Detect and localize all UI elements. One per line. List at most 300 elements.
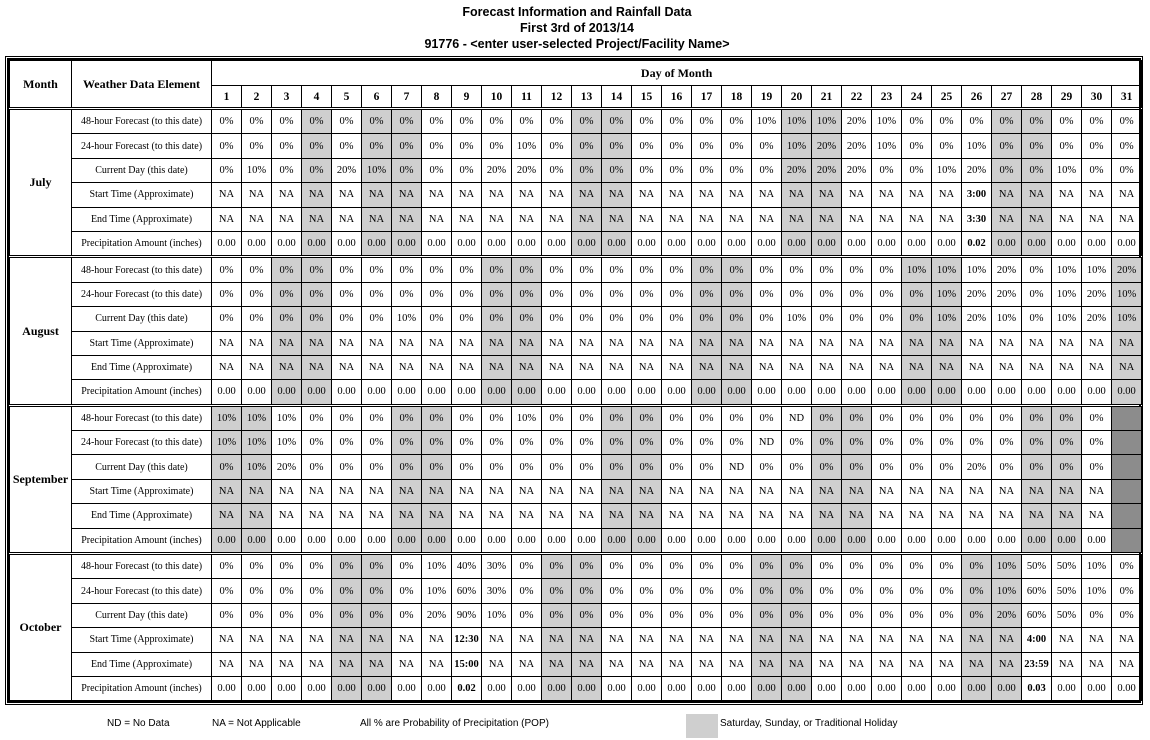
day-header-3: 3 <box>272 86 302 109</box>
table-cell: 0% <box>842 431 872 455</box>
table-cell: 0% <box>602 158 632 182</box>
table-cell: 0% <box>272 554 302 579</box>
table-cell: NA <box>392 207 422 231</box>
table-cell: 0% <box>812 282 842 306</box>
table-cell: 10% <box>422 579 452 603</box>
table-cell: 0% <box>902 134 932 158</box>
table-cell: 0% <box>362 282 392 306</box>
table-cell: NA <box>1112 207 1142 231</box>
table-cell: 10% <box>992 554 1022 579</box>
table-cell: 0% <box>452 257 482 282</box>
table-cell: 0% <box>782 431 812 455</box>
table-cell: 0.00 <box>872 231 902 256</box>
table-cell: 0% <box>632 257 662 282</box>
table-cell: 0% <box>872 603 902 627</box>
table-cell: 10% <box>1112 282 1142 306</box>
table-cell: NA <box>302 652 332 676</box>
table-cell: 0% <box>572 257 602 282</box>
table-cell: NA <box>272 652 302 676</box>
table-cell: NA <box>872 479 902 503</box>
table-cell: 0% <box>452 405 482 430</box>
table-cell: 0.00 <box>902 380 932 405</box>
table-cell: 0.00 <box>812 231 842 256</box>
element-label: End Time (Approximate) <box>72 504 212 528</box>
table-cell: 0.00 <box>362 676 392 700</box>
table-cell: 0.00 <box>542 676 572 700</box>
day-header-26: 26 <box>962 86 992 109</box>
table-cell: 0.00 <box>752 676 782 700</box>
table-cell: NA <box>992 331 1022 355</box>
table-cell: 0% <box>212 158 242 182</box>
table-cell: 0% <box>242 579 272 603</box>
table-cell: 50% <box>1052 579 1082 603</box>
table-cell: 0.00 <box>1052 231 1082 256</box>
table-cell: 0% <box>722 431 752 455</box>
table-cell: 0.00 <box>542 528 572 553</box>
table-cell: 0% <box>692 158 722 182</box>
table-cell: 0% <box>662 603 692 627</box>
table-cell: 0% <box>692 554 722 579</box>
table-cell: 20% <box>992 257 1022 282</box>
table-cell: 0% <box>632 134 662 158</box>
table-cell: 0.00 <box>482 676 512 700</box>
table-cell: 30% <box>482 579 512 603</box>
table-cell: NA <box>1082 628 1112 652</box>
table-cell: 0% <box>1112 554 1142 579</box>
table-cell: 0% <box>452 109 482 134</box>
table-cell: 0.00 <box>1052 528 1082 553</box>
table-cell: 0% <box>932 603 962 627</box>
table-cell: 0.00 <box>452 380 482 405</box>
element-label: 48-hour Forecast (to this date) <box>72 109 212 134</box>
table-cell: 0.00 <box>692 528 722 553</box>
table-cell: 0.00 <box>302 528 332 553</box>
table-cell: 0% <box>512 257 542 282</box>
table-cell: 0% <box>542 579 572 603</box>
table-cell: 0% <box>332 307 362 331</box>
day-header-16: 16 <box>662 86 692 109</box>
day-header-28: 28 <box>1022 86 1052 109</box>
table-cell: 0% <box>902 579 932 603</box>
table-cell: NA <box>602 183 632 207</box>
table-cell: 0% <box>212 554 242 579</box>
table-cell: 0.00 <box>482 380 512 405</box>
table-cell: 0% <box>692 405 722 430</box>
day-header-24: 24 <box>902 86 932 109</box>
table-cell: 0% <box>482 405 512 430</box>
table-cell: NA <box>452 207 482 231</box>
table-cell: 0% <box>932 109 962 134</box>
table-cell: 0.00 <box>962 676 992 700</box>
table-cell: NA <box>452 183 482 207</box>
table-cell: 0% <box>932 455 962 479</box>
table-cell: NA <box>1112 628 1142 652</box>
table-cell: 0.00 <box>1082 528 1112 553</box>
table-cell: 0% <box>542 257 572 282</box>
table-cell: NA <box>752 207 782 231</box>
table-cell: 0% <box>602 257 632 282</box>
table-cell: 0% <box>332 579 362 603</box>
table-cell: 0.00 <box>422 380 452 405</box>
table-cell: 0% <box>782 282 812 306</box>
table-cell: NA <box>812 183 842 207</box>
table-cell: 0% <box>842 455 872 479</box>
table-cell: NA <box>752 652 782 676</box>
table-cell: NA <box>212 355 242 379</box>
table-cell: 0% <box>1022 405 1052 430</box>
table-cell: 0% <box>212 455 242 479</box>
table-cell: NA <box>272 479 302 503</box>
table-cell: 0% <box>602 405 632 430</box>
table-cell: 0% <box>482 282 512 306</box>
table-cell: 0.00 <box>422 528 452 553</box>
day-header-9: 9 <box>452 86 482 109</box>
table-cell: 0% <box>1082 158 1112 182</box>
table-cell: 10% <box>242 405 272 430</box>
table-cell: 0% <box>362 109 392 134</box>
table-cell: 0% <box>422 257 452 282</box>
table-cell: 0.00 <box>812 380 842 405</box>
table-cell: 0% <box>362 455 392 479</box>
table-cell: 0% <box>272 282 302 306</box>
table-cell: 20% <box>1112 257 1142 282</box>
table-cell: NA <box>512 207 542 231</box>
table-cell: 0% <box>542 405 572 430</box>
table-cell: NA <box>992 652 1022 676</box>
element-label: Current Day (this date) <box>72 603 212 627</box>
table-cell: 0% <box>542 158 572 182</box>
legend-shade: Saturday, Sunday, or Traditional Holiday <box>720 718 898 729</box>
table-cell: 0.00 <box>362 380 392 405</box>
table-cell: 0% <box>392 554 422 579</box>
table-cell: 0% <box>422 307 452 331</box>
table-cell: NA <box>932 628 962 652</box>
table-row <box>10 158 1142 182</box>
table-cell: 15:00 <box>452 652 482 676</box>
table-cell: 0% <box>362 579 392 603</box>
table-cell: 12:30 <box>452 628 482 652</box>
table-cell: NA <box>572 331 602 355</box>
table-cell: 0.03 <box>1022 676 1052 700</box>
table-cell: 0% <box>1022 455 1052 479</box>
element-label: 48-hour Forecast (to this date) <box>72 257 212 282</box>
table-cell: 10% <box>212 405 242 430</box>
element-label: Current Day (this date) <box>72 158 212 182</box>
table-cell: 0% <box>932 405 962 430</box>
table-cell: NA <box>332 628 362 652</box>
table-cell: NA <box>1082 355 1112 379</box>
day-header-18: 18 <box>722 86 752 109</box>
table-cell: NA <box>452 355 482 379</box>
table-cell: 0% <box>752 603 782 627</box>
table-cell: NA <box>242 355 272 379</box>
table-cell: NA <box>782 504 812 528</box>
table-cell: NA <box>602 479 632 503</box>
table-cell: NA <box>302 207 332 231</box>
table-cell: NA <box>542 331 572 355</box>
table-cell: 50% <box>1022 554 1052 579</box>
table-cell: 0% <box>632 603 662 627</box>
table-cell: 0% <box>752 579 782 603</box>
element-label: Start Time (Approximate) <box>72 183 212 207</box>
table-cell: 10% <box>242 431 272 455</box>
table-cell: 0.00 <box>842 380 872 405</box>
table-cell: NA <box>332 355 362 379</box>
table-cell: 0.00 <box>1082 231 1112 256</box>
table-cell: NA <box>242 628 272 652</box>
table-cell: NA <box>392 652 422 676</box>
table-cell: NA <box>452 479 482 503</box>
table-cell: NA <box>782 628 812 652</box>
table-cell: 0.00 <box>632 231 662 256</box>
table-cell: 0.00 <box>692 380 722 405</box>
table-cell: 10% <box>872 109 902 134</box>
table-cell: 0% <box>782 257 812 282</box>
table-cell: NA <box>752 355 782 379</box>
table-cell: 20% <box>482 158 512 182</box>
table-cell <box>1112 479 1142 503</box>
table-cell: NA <box>932 479 962 503</box>
table-cell: 10% <box>1082 579 1112 603</box>
table-cell: NA <box>392 183 422 207</box>
table-cell: 0% <box>632 405 662 430</box>
table-cell: 20% <box>1082 282 1112 306</box>
table-cell: 0.00 <box>632 528 662 553</box>
table-cell: 0% <box>302 134 332 158</box>
table-cell: NA <box>722 355 752 379</box>
table-cell: 0% <box>242 134 272 158</box>
table-cell: 0% <box>242 257 272 282</box>
table-cell: 0% <box>902 282 932 306</box>
table-cell: 0% <box>572 603 602 627</box>
table-cell: 0% <box>1082 109 1112 134</box>
table-cell: NA <box>1082 479 1112 503</box>
month-column-header: Month <box>10 61 72 109</box>
table-cell: 4:00 <box>1022 628 1052 652</box>
table-cell: 0% <box>212 603 242 627</box>
table-cell: 0% <box>992 134 1022 158</box>
table-row <box>10 355 1142 379</box>
table-cell: 0% <box>422 455 452 479</box>
day-header-22: 22 <box>842 86 872 109</box>
table-cell: NA <box>1082 207 1112 231</box>
table-cell: NA <box>662 628 692 652</box>
table-cell: 0% <box>902 554 932 579</box>
table-cell: 0.00 <box>332 231 362 256</box>
day-header-21: 21 <box>812 86 842 109</box>
table-cell: 0% <box>332 405 362 430</box>
table-cell: 0% <box>482 431 512 455</box>
table-cell: NA <box>572 207 602 231</box>
table-cell: 0% <box>1052 455 1082 479</box>
table-cell: 0% <box>1112 158 1142 182</box>
element-label: Start Time (Approximate) <box>72 628 212 652</box>
table-cell: NA <box>752 331 782 355</box>
table-cell: NA <box>812 331 842 355</box>
table-cell <box>1112 528 1142 553</box>
table-cell: 0% <box>332 554 362 579</box>
table-cell: 0% <box>512 554 542 579</box>
table-cell: NA <box>782 652 812 676</box>
table-cell: NA <box>722 479 752 503</box>
table-cell: NA <box>602 355 632 379</box>
table-cell: 20% <box>812 134 842 158</box>
table-cell: 10% <box>752 109 782 134</box>
table-cell: 0% <box>812 579 842 603</box>
table-cell: 0% <box>392 257 422 282</box>
table-row <box>10 554 1142 579</box>
table-cell: NA <box>992 207 1022 231</box>
table-cell: 0% <box>512 455 542 479</box>
table-cell: 0.00 <box>812 676 842 700</box>
table-cell: 0.00 <box>902 231 932 256</box>
table-cell: 0.00 <box>332 676 362 700</box>
table-cell: 0% <box>332 134 362 158</box>
table-cell: 0% <box>512 431 542 455</box>
table-cell: 0.00 <box>1082 380 1112 405</box>
table-cell: 0% <box>662 431 692 455</box>
table-cell: 0.00 <box>332 528 362 553</box>
table-cell: 0% <box>332 257 362 282</box>
table-cell: NA <box>362 355 392 379</box>
table-cell: 0.00 <box>512 380 542 405</box>
report-header <box>0 4 1150 52</box>
table-cell: NA <box>782 183 812 207</box>
table-cell: 0% <box>812 554 842 579</box>
table-cell: 20% <box>962 455 992 479</box>
rainfall-table <box>9 60 1142 701</box>
element-label: End Time (Approximate) <box>72 652 212 676</box>
table-cell: 0% <box>272 257 302 282</box>
table-cell: NA <box>662 479 692 503</box>
table-cell: 0% <box>752 554 782 579</box>
table-cell: NA <box>812 479 842 503</box>
element-label: Current Day (this date) <box>72 307 212 331</box>
table-cell: NA <box>212 652 242 676</box>
table-cell: NA <box>212 504 242 528</box>
table-cell: NA <box>992 479 1022 503</box>
element-label: 24-hour Forecast (to this date) <box>72 134 212 158</box>
table-cell: NA <box>932 207 962 231</box>
table-row <box>10 307 1142 331</box>
table-cell: NA <box>692 183 722 207</box>
table-cell: 3:30 <box>962 207 992 231</box>
table-cell: 10% <box>482 603 512 627</box>
table-row <box>10 579 1142 603</box>
table-cell: 0.00 <box>242 676 272 700</box>
table-cell: NA <box>782 479 812 503</box>
table-cell: 0.00 <box>1112 380 1142 405</box>
element-label: Current Day (this date) <box>72 455 212 479</box>
table-cell: NA <box>1082 652 1112 676</box>
table-cell: 0% <box>1082 134 1112 158</box>
table-cell: NA <box>872 207 902 231</box>
table-cell: 0% <box>662 554 692 579</box>
table-cell: NA <box>542 504 572 528</box>
table-cell: NA <box>302 504 332 528</box>
table-cell: 0% <box>572 134 602 158</box>
table-cell: 0% <box>362 431 392 455</box>
legend-pop: All % are Probability of Precipitation (POP) <box>360 718 549 729</box>
table-cell: 0% <box>692 257 722 282</box>
day-header-15: 15 <box>632 86 662 109</box>
table-cell: 0% <box>872 405 902 430</box>
table-cell: 0% <box>542 282 572 306</box>
table-cell: NA <box>632 628 662 652</box>
table-cell: NA <box>1082 331 1112 355</box>
table-cell: 0% <box>992 405 1022 430</box>
table-cell: NA <box>632 331 662 355</box>
table-cell: 0% <box>542 455 572 479</box>
table-cell: 0% <box>932 579 962 603</box>
table-cell: NA <box>842 628 872 652</box>
table-cell: 0% <box>362 554 392 579</box>
table-cell: 0.00 <box>662 676 692 700</box>
table-cell: NA <box>332 479 362 503</box>
table-cell: NA <box>632 479 662 503</box>
table-cell: 0% <box>1082 405 1112 430</box>
table-cell: NA <box>842 652 872 676</box>
table-cell: 0.00 <box>992 380 1022 405</box>
table-cell: 0.00 <box>602 380 632 405</box>
day-header-2: 2 <box>242 86 272 109</box>
table-cell: 20% <box>842 109 872 134</box>
table-cell: 0% <box>602 307 632 331</box>
table-cell: NA <box>422 628 452 652</box>
table-cell: 0% <box>212 307 242 331</box>
table-cell: 0.00 <box>302 231 332 256</box>
table-cell: NA <box>1052 183 1082 207</box>
table-cell: 0% <box>872 431 902 455</box>
table-cell: NA <box>1052 504 1082 528</box>
table-cell: 0% <box>602 579 632 603</box>
table-cell: NA <box>392 628 422 652</box>
table-cell: 50% <box>1052 603 1082 627</box>
table-cell: 0.00 <box>242 528 272 553</box>
table-cell: NA <box>722 331 752 355</box>
table-cell: NA <box>482 628 512 652</box>
table-cell: 0% <box>452 282 482 306</box>
table-cell: 0% <box>842 603 872 627</box>
table-cell: NA <box>272 504 302 528</box>
table-cell: 0% <box>752 257 782 282</box>
table-cell: 0% <box>272 109 302 134</box>
table-cell: NA <box>872 652 902 676</box>
table-cell: 0% <box>662 109 692 134</box>
day-header-11: 11 <box>512 86 542 109</box>
table-cell: NA <box>512 479 542 503</box>
table-cell: 0% <box>602 603 632 627</box>
table-cell: 0% <box>542 603 572 627</box>
table-cell: ND <box>722 455 752 479</box>
table-row <box>10 207 1142 231</box>
table-cell: NA <box>842 355 872 379</box>
table-cell: NA <box>692 628 722 652</box>
table-cell: 0% <box>632 431 662 455</box>
table-cell: 0.00 <box>1022 528 1052 553</box>
table-cell: NA <box>662 331 692 355</box>
table-cell: 0% <box>812 257 842 282</box>
table-cell: 0% <box>302 431 332 455</box>
table-cell: NA <box>482 207 512 231</box>
table-cell: 0% <box>662 282 692 306</box>
table-row <box>10 528 1142 553</box>
month-label: August <box>10 257 72 405</box>
day-header-10: 10 <box>482 86 512 109</box>
table-cell: 0.00 <box>392 380 422 405</box>
table-cell: 0% <box>962 603 992 627</box>
table-cell: 0% <box>902 158 932 182</box>
